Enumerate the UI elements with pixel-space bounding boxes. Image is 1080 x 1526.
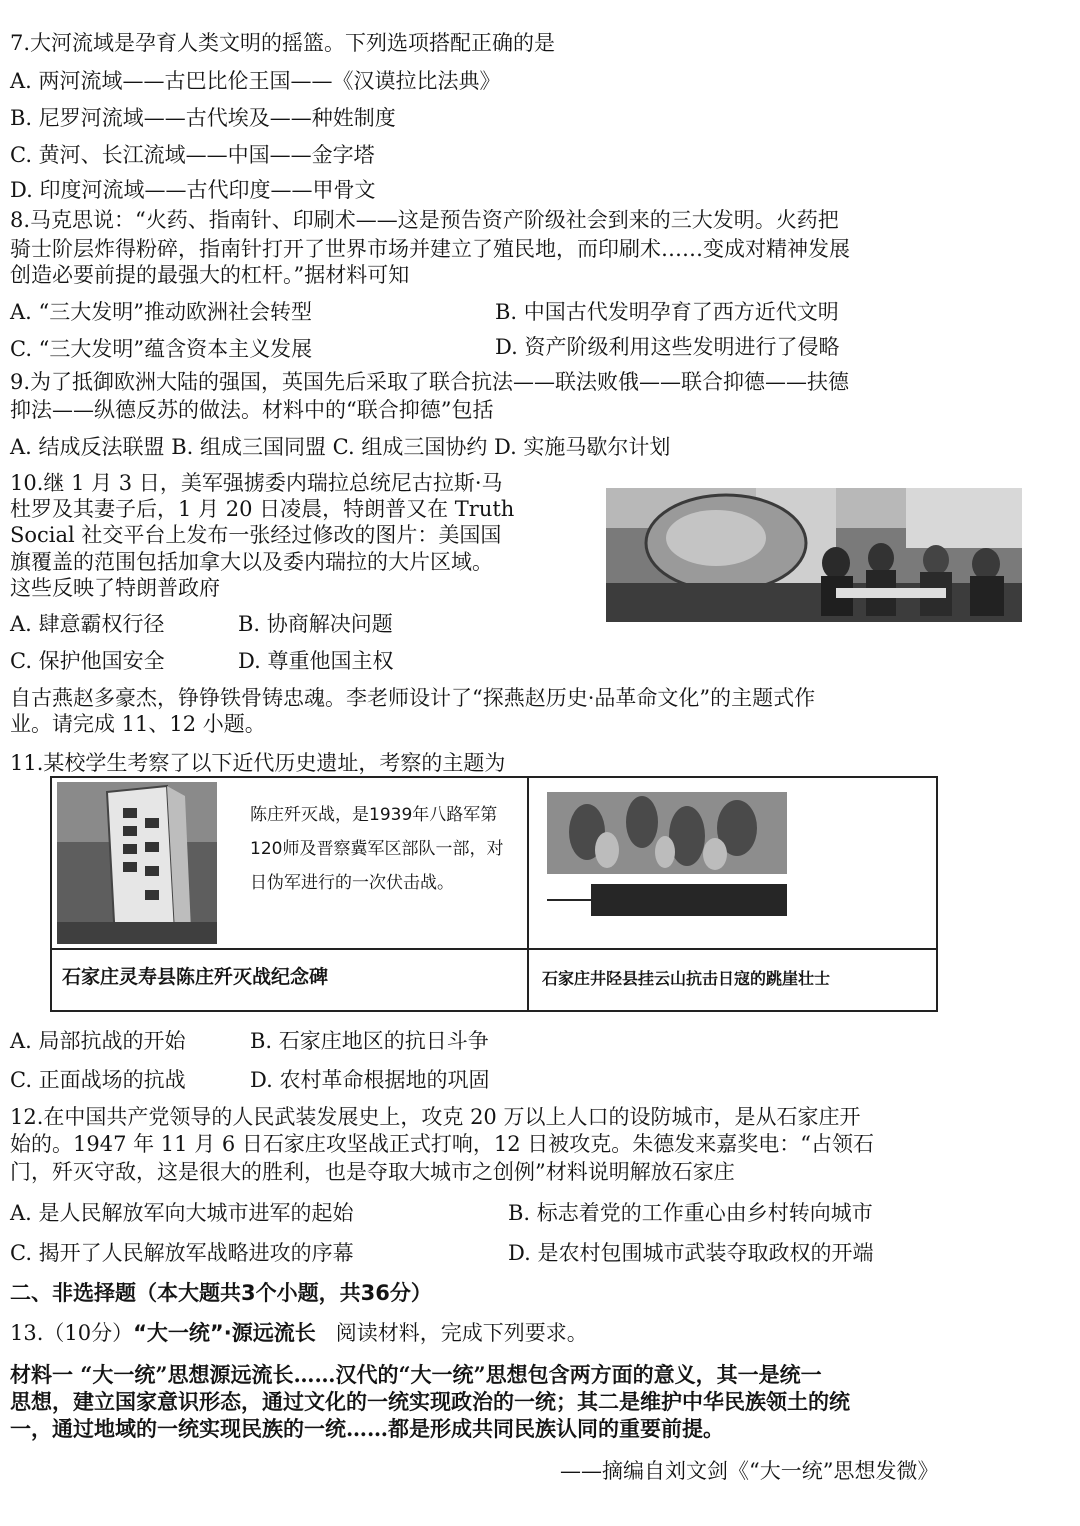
q12-option-a: A. 是人民解放军向大城市进军的起始 xyxy=(10,1201,354,1225)
q12-option-d: D. 是农村包围城市武装夺取政权的开端 xyxy=(508,1241,874,1265)
q12-option-c: C. 揭开了人民解放军战略进攻的序幕 xyxy=(10,1241,354,1265)
section-2-heading: 二、非选择题（本大题共3个小题，共36分） xyxy=(10,1281,432,1305)
caption-right: 石家庄井陉县挂云山抗击日寇的跳崖壮士 xyxy=(542,969,831,988)
q8-option-c: C. “三大发明”蕴含资本主义发展 xyxy=(10,337,313,361)
q13-title xyxy=(10,1318,588,1348)
q10-option-c: C. 保护他国安全 xyxy=(10,649,165,673)
q12-option-b: B. 标志着党的工作重心由乡村转向城市 xyxy=(508,1201,873,1225)
q10-stem-line-4: 旗覆盖的范围包括加拿大以及委内瑞拉的大片区域。 xyxy=(10,550,493,574)
q10-option-d: D. 尊重他国主权 xyxy=(238,649,394,673)
q12-stem-line-1: 12.在中国共产党领导的人民武装发展史上，攻克 20 万以上人口的设防城市，是从石家庄开 xyxy=(10,1105,861,1129)
guayunshan-relief-photo xyxy=(547,792,787,920)
q10-stem-line-5: 这些反映了特朗普政府 xyxy=(10,576,220,600)
intro-line-2: 业。请完成 11、12 小题。 xyxy=(10,712,266,736)
q11-table xyxy=(50,776,938,1012)
memorial-monument-photo xyxy=(57,782,217,944)
intro-line-1: 自古燕赵多豪杰，铮铮铁骨铸忠魂。李老师设计了“探燕赵历史·品革命文化”的主题式作 xyxy=(10,686,816,710)
chenzhuang-battle-description: 陈庄歼灭战，是1939年八路军第120师及晋察冀军区部队一部，对日伪军进行的一次伏击战。 xyxy=(250,805,504,893)
material-1-line-1: 材料一 “大一统”思想源远流长……汉代的“大一统”思想包含两方面的意义，其一是统一 xyxy=(10,1362,822,1387)
q9-stem-line-1: 9.为了抵御欧洲大陆的强国，英国先后采取了联合抗法——联法败俄——联合抑德——扶德 xyxy=(10,370,850,394)
q7-option-c: C. 黄河、长江流域——中国——金字塔 xyxy=(10,143,375,167)
q12-stem-line-2: 始的。1947 年 11 月 6 日石家庄攻坚战正式打响，12 日被攻克。朱德发来嘉奖电：“占领石 xyxy=(10,1132,875,1156)
q13-title-suffix: 阅读材料，完成下列要求。 xyxy=(335,1321,588,1345)
q11-stem: 11.某校学生考察了以下近代历史遗址，考察的主题为 xyxy=(10,751,506,775)
q11-option-b: B. 石家庄地区的抗日斗争 xyxy=(250,1029,489,1053)
table-divider xyxy=(527,778,529,1010)
q7-option-b: B. 尼罗河流域——古代埃及——种姓制度 xyxy=(10,106,396,130)
material-1-line-3: 一，通过地域的一统实现民族的一统……都是形成共同民族认同的重要前提。 xyxy=(10,1416,724,1441)
material-1-source: ——摘编自刘文剑《“大一统”思想发微》 xyxy=(560,1459,939,1483)
q11-option-d: D. 农村革命根据地的巩固 xyxy=(250,1068,490,1092)
q10-stem-line-1: 10.继 1 月 3 日，美军强掳委内瑞拉总统尼古拉斯·马 xyxy=(10,471,503,495)
q7-stem: 7.大河流域是孕育人类文明的摇篮。下列选项搭配正确的是 xyxy=(10,31,556,55)
q7-option-a: A. 两河流域——古巴比伦王国——《汉谟拉比法典》 xyxy=(10,69,501,93)
q11-option-c: C. 正面战场的抗战 xyxy=(10,1068,186,1092)
q8-option-b: B. 中国古代发明孕育了西方近代文明 xyxy=(495,300,839,324)
q10-stem-line-2: 杜罗及其妻子后，1 月 20 日凌晨，特朗普又在 Truth xyxy=(10,497,515,521)
q10-photo xyxy=(606,488,1022,622)
q10-stem-line-3: Social 社交平台上发布一张经过修改的图片：美国国 xyxy=(10,523,502,547)
q10-option-b: B. 协商解决问题 xyxy=(238,612,393,636)
q12-stem-line-3: 门，歼灭守敌，这是很大的胜利，也是夺取大城市之创例”材料说明解放石家庄 xyxy=(10,1160,735,1184)
q8-stem-line-3: 创造必要前提的最强大的杠杆。”据材料可知 xyxy=(10,263,410,287)
q13-title-prefix: 13.（10分） xyxy=(10,1321,134,1345)
q13-title-theme: “大一统”·源远流长 xyxy=(133,1321,316,1345)
q10-option-a: A. 肆意霸权行径 xyxy=(10,612,165,636)
q8-option-a: A. “三大发明”推动欧洲社会转型 xyxy=(10,300,312,324)
table-divider xyxy=(52,948,936,950)
material-1-line-2: 思想，建立国家意识形态，通过文化的一统实现政治的一统；其二是维护中华民族领土的统 xyxy=(10,1389,850,1414)
q11-option-a: A. 局部抗战的开始 xyxy=(10,1029,186,1053)
q9-stem-line-2: 抑法——纵德反苏的做法。材料中的“联合抑德”包括 xyxy=(10,398,494,422)
q7-option-d: D. 印度河流域——古代印度——甲骨文 xyxy=(10,178,376,202)
q8-stem-line-1: 8.马克思说：“火药、指南针、印刷术——这是预告资产阶级社会到来的三大发明。火药把 xyxy=(10,208,839,232)
caption-left: 石家庄灵寿县陈庄歼灭战纪念碑 xyxy=(62,966,329,988)
q8-option-d: D. 资产阶级利用这些发明进行了侵略 xyxy=(495,335,840,359)
q9-options: A. 结成反法联盟 B. 组成三国同盟 C. 组成三国协约 D. 实施马歇尔计划 xyxy=(10,435,671,459)
q8-stem-line-2: 骑士阶层炸得粉碎，指南针打开了世界市场并建立了殖民地，而印刷术……变成对精神发展 xyxy=(10,237,850,261)
